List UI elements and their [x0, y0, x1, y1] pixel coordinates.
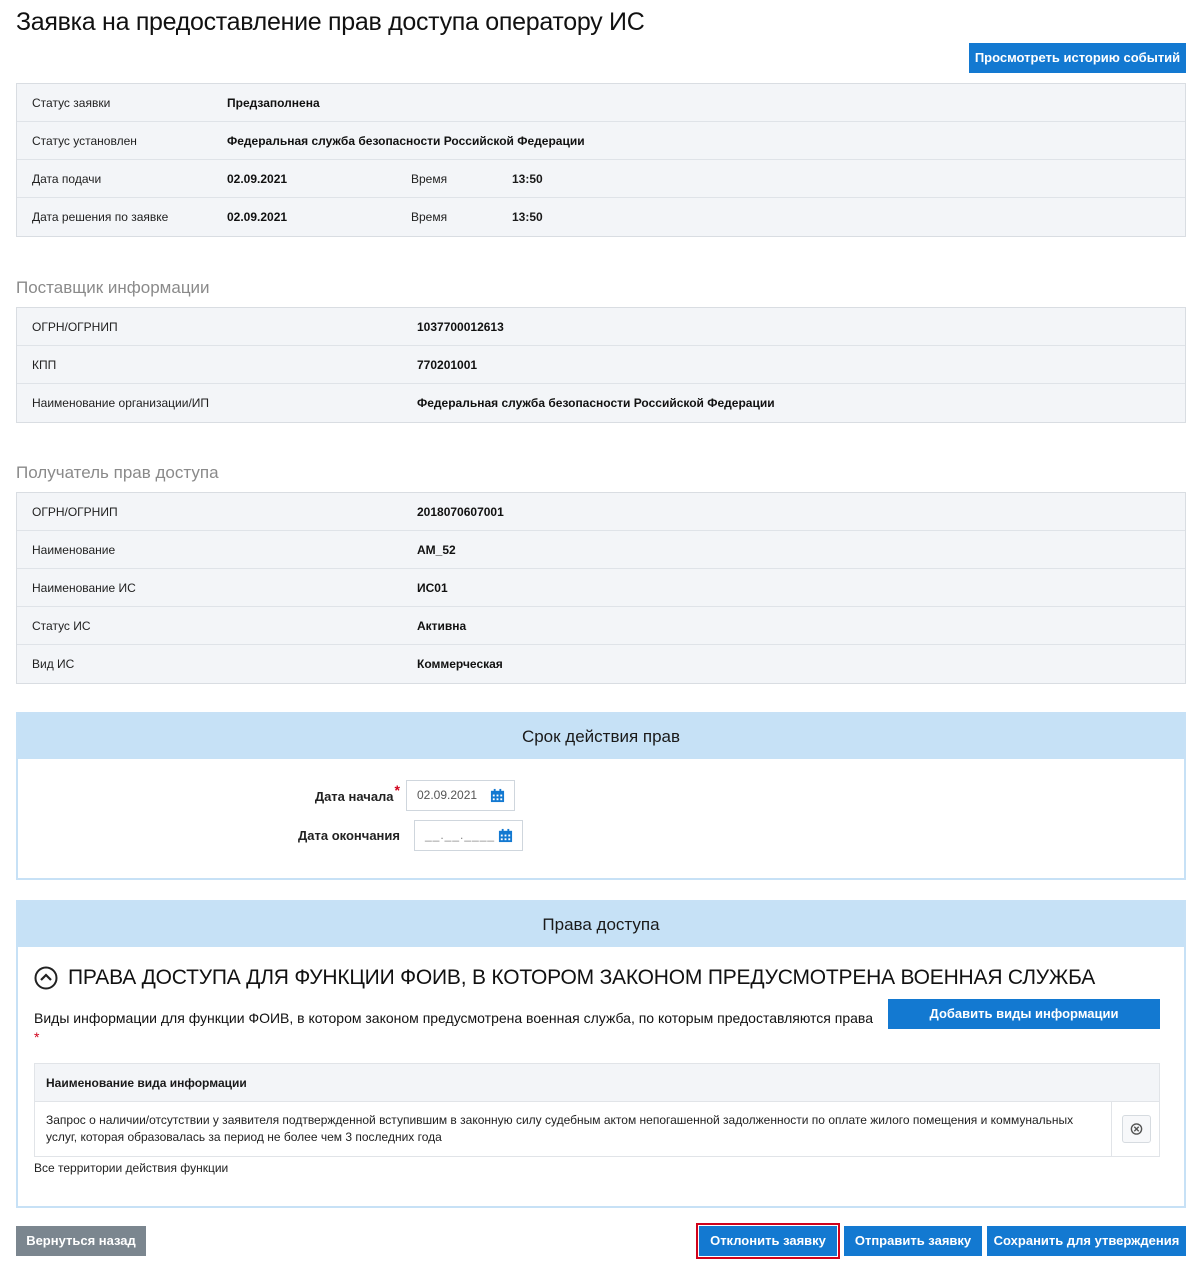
calendar-icon[interactable] — [498, 828, 513, 843]
decision-date-value: 02.09.2021 — [227, 210, 288, 224]
provider-name-value: Федеральная служба безопасности Российской Федерации — [417, 396, 775, 410]
table-row — [17, 122, 1185, 160]
table-row — [17, 607, 1185, 645]
function-section-header[interactable] — [34, 966, 1095, 990]
decision-time-label: Время — [411, 210, 448, 224]
submit-time-value: 13:50 — [512, 171, 543, 186]
table-row — [17, 531, 1185, 569]
provider-name-label: Наименование организации/ИП — [32, 396, 210, 410]
start-date-value: 02.09.2021 — [417, 788, 478, 802]
submit-date-value: 02.09.2021 — [227, 171, 288, 186]
provider-kpp-value: 770201001 — [417, 357, 478, 372]
recipient-table — [16, 492, 1186, 684]
status-label: Статус заявки — [32, 95, 111, 110]
end-date-input[interactable] — [414, 820, 523, 851]
info-type-name: Запрос о наличии/отсутствии у заявителя подтвержденной вступившим в законную силу судебным актом непогашенной задолженности по оплате жилого помещения и коммунальных услуг, которая образовалась за период не более чем 3 последних года — [46, 1113, 1074, 1144]
recipient-name-value: AM_52 — [417, 542, 456, 557]
table-row — [17, 569, 1185, 607]
recipient-ogrn-label: ОГРН/ОГРНИП — [32, 504, 118, 519]
is-name-value: ИС01 — [417, 580, 448, 595]
save-for-approval-button[interactable]: Сохранить для утверждения — [987, 1226, 1186, 1256]
territories-note: Все территории действия функции — [34, 1161, 229, 1175]
submit-date-label: Дата подачи — [32, 171, 102, 186]
validity-panel-title: Срок действия прав — [18, 714, 1184, 759]
recipient-name-label: Наименование — [32, 542, 116, 557]
table-row — [17, 198, 1185, 236]
table-row — [17, 384, 1185, 422]
is-status-label: Статус ИС — [32, 618, 91, 633]
end-date-row — [280, 820, 523, 851]
validity-panel — [16, 712, 1186, 880]
reject-button[interactable]: Отклонить заявку — [699, 1226, 837, 1256]
calendar-icon[interactable] — [490, 788, 505, 803]
reject-button-highlight — [696, 1223, 840, 1259]
provider-heading: Поставщик информации — [16, 278, 210, 297]
provider-kpp-label: КПП — [32, 357, 57, 372]
table-row — [17, 346, 1185, 384]
decision-time-value: 13:50 — [512, 210, 543, 224]
back-button[interactable]: Вернуться назад — [16, 1226, 146, 1256]
end-date-placeholder: __.__.____ — [425, 828, 496, 842]
add-info-types-button[interactable]: Добавить виды информации — [888, 999, 1160, 1029]
table-row — [17, 160, 1185, 198]
info-types-table — [34, 1063, 1160, 1157]
page-title: Заявка на предоставление прав доступа оператору ИС — [16, 8, 645, 36]
decision-date-label: Дата решения по заявке — [32, 210, 169, 224]
submit-time-label: Время — [411, 171, 448, 186]
function-title: ПРАВА ДОСТУПА ДЛЯ ФУНКЦИИ ФОИВ, В КОТОРОМ ЗАКОНОМ ПРЕДУСМОТРЕНА ВОЕННАЯ СЛУЖБА — [68, 966, 1096, 989]
close-icon — [1123, 1116, 1150, 1142]
status-table — [16, 83, 1186, 237]
column-header: Наименование вида информации — [35, 1064, 1159, 1102]
table-row — [17, 84, 1185, 122]
access-rights-panel-title: Права доступа — [18, 902, 1184, 947]
table-row — [17, 308, 1185, 346]
recipient-heading: Получатель прав доступа — [16, 463, 219, 482]
start-date-input[interactable] — [406, 780, 515, 811]
table-row — [17, 645, 1185, 683]
status-set-value: Федеральная служба безопасности Российской Федерации — [227, 133, 585, 148]
required-mark: * — [394, 781, 400, 798]
provider-table — [16, 307, 1186, 423]
delete-row-button[interactable] — [1122, 1115, 1151, 1143]
status-set-label: Статус установлен — [32, 133, 137, 148]
is-status-value: Активна — [417, 618, 467, 633]
is-name-label: Наименование ИС — [32, 580, 136, 595]
column-divider — [1111, 1102, 1112, 1156]
is-type-label: Вид ИС — [32, 657, 75, 671]
table-row — [35, 1102, 1159, 1156]
send-button[interactable]: Отправить заявку — [844, 1226, 982, 1256]
provider-ogrn-value: 1037700012613 — [417, 319, 504, 334]
chevron-up-icon[interactable] — [34, 966, 58, 990]
access-rights-panel — [16, 900, 1186, 1208]
view-history-button[interactable]: Просмотреть историю событий — [969, 43, 1186, 73]
required-mark: * — [34, 1029, 40, 1045]
start-date-row — [280, 780, 515, 811]
end-date-label: Дата окончания — [298, 828, 400, 843]
function-description: Виды информации для функции ФОИВ, в котором законом предусмотрена военная служба, по которым предоставляются права — [34, 1010, 873, 1026]
status-value: Предзаполнена — [227, 95, 320, 110]
start-date-label: Дата начала* — [314, 781, 400, 804]
is-type-value: Коммерческая — [417, 657, 503, 671]
provider-ogrn-label: ОГРН/ОГРНИП — [32, 319, 118, 334]
recipient-ogrn-value: 2018070607001 — [417, 504, 504, 519]
table-row — [17, 493, 1185, 531]
